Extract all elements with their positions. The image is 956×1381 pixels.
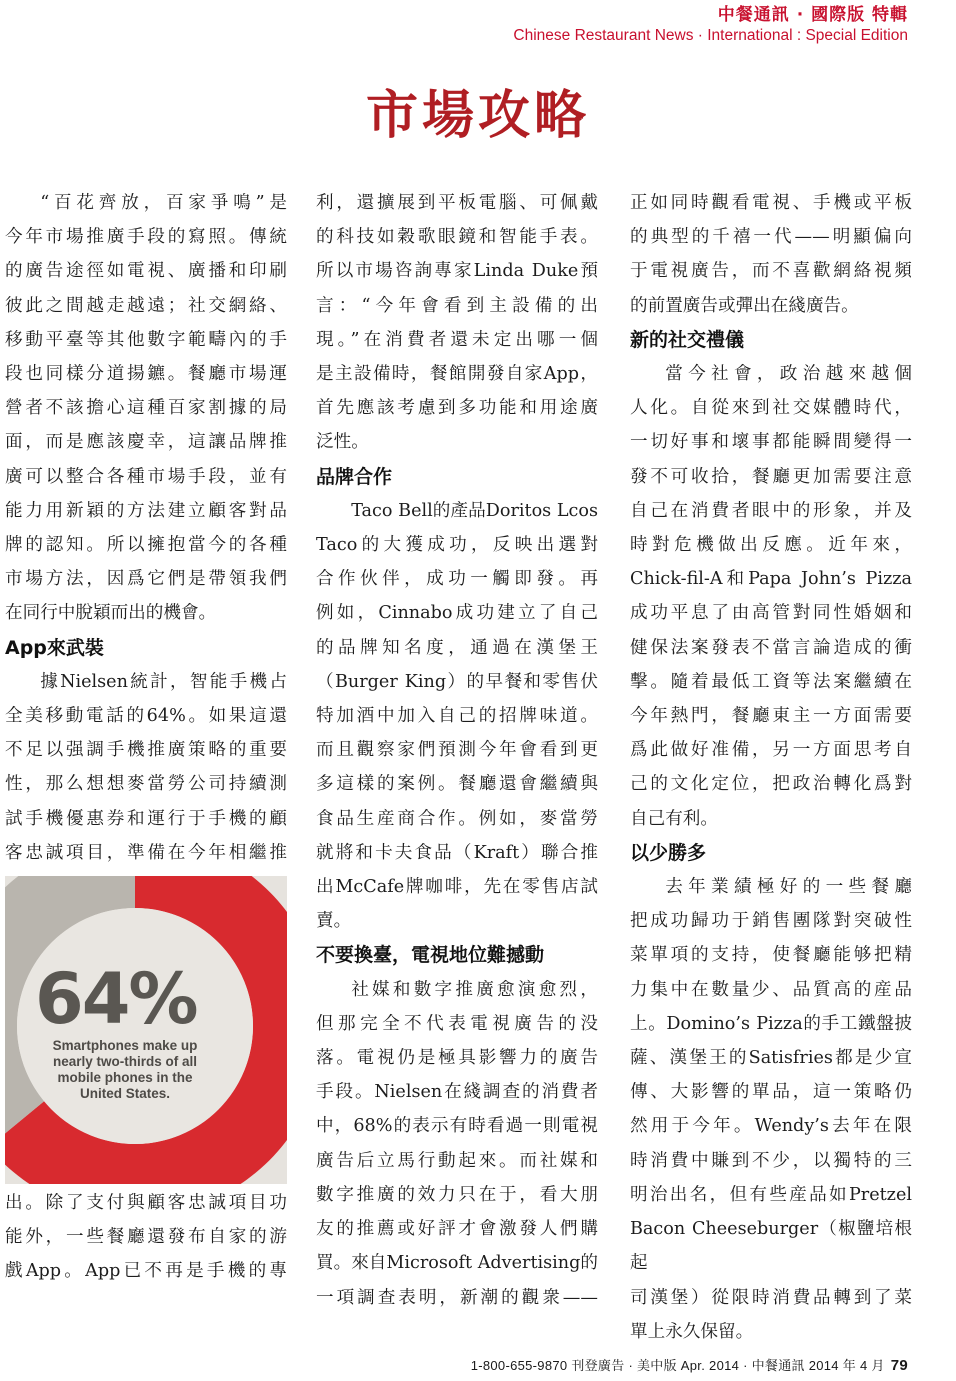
text-line: （Burger King）的早餐和零售伏 xyxy=(316,671,598,692)
text-line: 自己在消費者眼中的形象，并及 xyxy=(630,500,912,521)
section-heading-brand: 品牌合作 xyxy=(316,465,393,488)
text-line: 但那完全不代表電視廣告的没 xyxy=(316,1013,598,1034)
smartphone-share-chart xyxy=(5,876,287,1184)
col2-paragraph-2 xyxy=(316,494,598,939)
text-line: 所以市場咨詢專家Linda Duke預 xyxy=(316,261,598,282)
section-heading-tv: 不要換臺，電視地位難撼動 xyxy=(316,944,545,967)
text-line: 中，68%的表示有時看過一則電視 xyxy=(316,1116,598,1137)
text-line: 據Nielsen統計，智能手機占 xyxy=(40,671,287,692)
text-line: 廣可以整合各種市場手段，並有 xyxy=(5,466,287,487)
text-line: 出。除了支付與顧客忠誠項目功 xyxy=(5,1193,287,1214)
text-line: 言：“今年會看到主設備的出 xyxy=(316,295,598,316)
col2-paragraph-1 xyxy=(316,186,598,460)
text-line: 段也同樣分道揚鑣。餐廳市場運 xyxy=(5,364,287,385)
text-line: 數字推廣的效力只在于，看大朋 xyxy=(316,1184,598,1205)
text-line: 把成功歸功于銷售團隊對突破性 xyxy=(630,911,912,932)
text-line: 出McCafe牌咖啡，先在零售店試 xyxy=(316,877,598,898)
text-line: 明治出名，但有些産品如Pretzel xyxy=(630,1184,912,1205)
text-line: 的廣告途徑如電視、廣播和印刷 xyxy=(5,261,287,282)
text-line: 是主設備時，餐館開發自家App， xyxy=(316,364,598,385)
col1-paragraph-3 xyxy=(5,1186,287,1289)
page-title: 市場攻略 xyxy=(365,85,590,146)
text-line: 彼此之間越走越遠；社交網絡、 xyxy=(5,295,287,316)
text-line: 利，還擴展到平板電腦、可佩戴 xyxy=(316,193,598,213)
text-line: 的典型的千禧一代——明顯偏向 xyxy=(630,227,912,248)
header-chinese: 中餐通訊 · 國際版 特輯 xyxy=(717,5,908,25)
text-line: 賣。 xyxy=(316,911,352,932)
text-line: 人化。自從來到社交媒體時代， xyxy=(630,398,912,419)
text-line: 薩、漢堡王的Satisfries都是少宣 xyxy=(630,1048,912,1069)
text-line: 一切好事和壞事都能瞬間變得一 xyxy=(630,432,912,453)
text-line: 的品牌知名度，通過在漢堡王 xyxy=(316,637,598,658)
text-line: Bacon Cheeseburger（椒鹽培根起 xyxy=(630,1219,912,1274)
text-line: 例如，Cinnabo成功建立了自己 xyxy=(316,603,598,624)
text-line: 自己有利。 xyxy=(630,808,718,829)
text-line: 全美移動電話的64%。如果這還 xyxy=(5,706,287,727)
col3-paragraph-3 xyxy=(630,870,912,1349)
section-heading-app: App來武裝 xyxy=(5,636,104,659)
text-line: Chick-fil-A和Papa John’s Pizza xyxy=(630,569,912,590)
text-line: 而且觀察家們預測今年會看到更 xyxy=(316,740,598,761)
text-line: 合作伙伴，成功一觸即發。再 xyxy=(316,569,598,590)
page-footer xyxy=(471,1355,908,1374)
header-english: Chinese Restaurant News · International : Special Edition xyxy=(513,27,908,44)
text-line: 首先應該考慮到多功能和用途廣 xyxy=(316,398,598,419)
text-line: 多這樣的案例。餐廳還會繼續與 xyxy=(316,774,598,795)
footer-text: 1-800-655-9870 刊登廣告 · 美中版 Apr. 2014 · 中餐通訊 2014 年 4 月 xyxy=(470,1358,885,1373)
text-line: 的前置廣告或彈出在綫廣告。 xyxy=(630,295,859,316)
text-line: 擊。隨着最低工資等法案繼續在 xyxy=(630,671,912,692)
text-line: 友的推薦或好評才會激發人們購 xyxy=(316,1219,598,1240)
text-line: 的科技如穀歌眼鏡和智能手表。 xyxy=(316,227,598,248)
text-line: 正如同時觀看電視、手機或平板 xyxy=(630,193,912,213)
text-line: Taco Bell的產品Doritos Lcos xyxy=(351,500,598,521)
text-line: 手段。Nielsen在綫調查的消費者 xyxy=(316,1082,598,1103)
text-line: 能外，一些餐廳還發布自家的游 xyxy=(5,1227,287,1248)
text-line: 營者不該擔心這種百家割據的局 xyxy=(5,398,287,419)
col1-paragraph-1 xyxy=(5,186,287,631)
text-line: 廣告后立馬行動起來。而社媒和 xyxy=(316,1150,598,1171)
text-line: 落。電視仍是極具影響力的廣告 xyxy=(316,1048,598,1069)
text-line: 客忠誠項目，準備在今年相繼推 xyxy=(5,842,287,863)
section-heading-social: 新的社交禮儀 xyxy=(630,328,745,351)
text-line: 一項調查表明，新潮的觀衆—— xyxy=(316,1287,598,1308)
text-line: 買。來自Microsoft Advertising的 xyxy=(316,1253,598,1274)
col3-paragraph-2 xyxy=(630,357,912,836)
col2-paragraph-3 xyxy=(316,973,598,1315)
text-line: 戲App。App已不再是手機的專 xyxy=(5,1261,287,1282)
text-line: 特加酒中加入自己的招牌味道。 xyxy=(316,706,598,727)
text-line: 牌的認知。所以擁抱當今的各種 xyxy=(5,535,287,556)
section-heading-less-is-more: 以少勝多 xyxy=(630,841,707,864)
text-line: 移動平臺等其他數字範疇內的手 xyxy=(5,329,287,350)
text-line: 單上永久保留。 xyxy=(630,1321,754,1342)
text-line: 今年熱門，餐廳東主一方面需要 xyxy=(630,706,912,727)
text-line: 去年業績極好的一些餐廳 xyxy=(665,877,912,898)
column-2 xyxy=(316,186,598,1315)
col1-paragraph-2 xyxy=(5,665,287,870)
column-3 xyxy=(630,186,912,1349)
text-line: 司漢堡）從限時消費品轉到了菜 xyxy=(630,1287,912,1308)
text-line: 菜單項的支持，使餐廳能够把精 xyxy=(630,945,912,966)
text-line: 就將和卡夫食品（Kraft）聯合推 xyxy=(316,842,598,863)
text-line: 能力用新穎的方法建立顧客對品 xyxy=(5,500,287,521)
text-line: 爲此做好准備，另一方面思考自 xyxy=(630,740,912,761)
text-line: 上。Domino’s Pizza的手工鐵盤披 xyxy=(630,1013,912,1034)
chart-value-label: 64% xyxy=(35,958,197,1041)
text-line: 成功平息了由高管對同性婚姻和 xyxy=(630,603,912,624)
text-line: 今年市場推廣手段的寫照。傳統 xyxy=(5,227,287,248)
text-line: 泛性。 xyxy=(316,432,369,453)
text-line: Taco的大獲成功，反映出選對 xyxy=(316,535,598,556)
text-line: 時對危機做出反應。近年來， xyxy=(630,535,912,556)
text-line: 社媒和數字推廣愈演愈烈， xyxy=(351,979,598,1000)
text-line: 健保法案發表不當言論造成的衝 xyxy=(630,637,912,658)
text-line: 傳、大影響的單品，這一策略仍 xyxy=(630,1082,912,1103)
text-line: 現。”在消費者還未定出哪一個 xyxy=(316,329,598,350)
text-line: 己的文化定位，把政治轉化爲對 xyxy=(630,774,912,795)
text-line: 食品生産商合作。例如，麥當勞 xyxy=(316,808,598,829)
text-line: 時消費中賺到不少，以獨特的三 xyxy=(630,1150,912,1171)
text-line: 于電視廣告，而不喜歡網絡視頻 xyxy=(630,261,912,282)
text-line: 當今社會，政治越來越個 xyxy=(665,364,912,385)
text-line: 市場方法，因爲它們是帶領我們 xyxy=(5,569,287,590)
text-line: 不足以强調手機推廣策略的重要 xyxy=(5,740,287,761)
text-line: “百花齊放，百家爭鳴”是 xyxy=(40,193,287,213)
text-line: 發不可收拾，餐廳更加需要注意 xyxy=(630,466,912,487)
text-line: 面，而是應該慶幸，這讓品牌推 xyxy=(5,432,287,453)
text-line: 性，那么想想麥當勞公司持續測 xyxy=(5,774,287,795)
text-line: 在同行中脫穎而出的機會。 xyxy=(5,603,217,624)
column-1 xyxy=(5,186,287,1289)
col3-paragraph-1 xyxy=(630,186,912,323)
page-number: 79 xyxy=(890,1357,908,1374)
publication-header xyxy=(513,4,908,45)
text-line: 試手機優惠券和運行于手機的顧 xyxy=(5,808,287,829)
chart-caption: Smartphones make up nearly two-thirds of all mobile phones in the United States. xyxy=(52,1038,198,1102)
text-line: 然用于今年。Wendy’s去年在限 xyxy=(630,1116,912,1137)
text-line: 力集中在數量少、品質高的産品 xyxy=(630,979,912,1000)
